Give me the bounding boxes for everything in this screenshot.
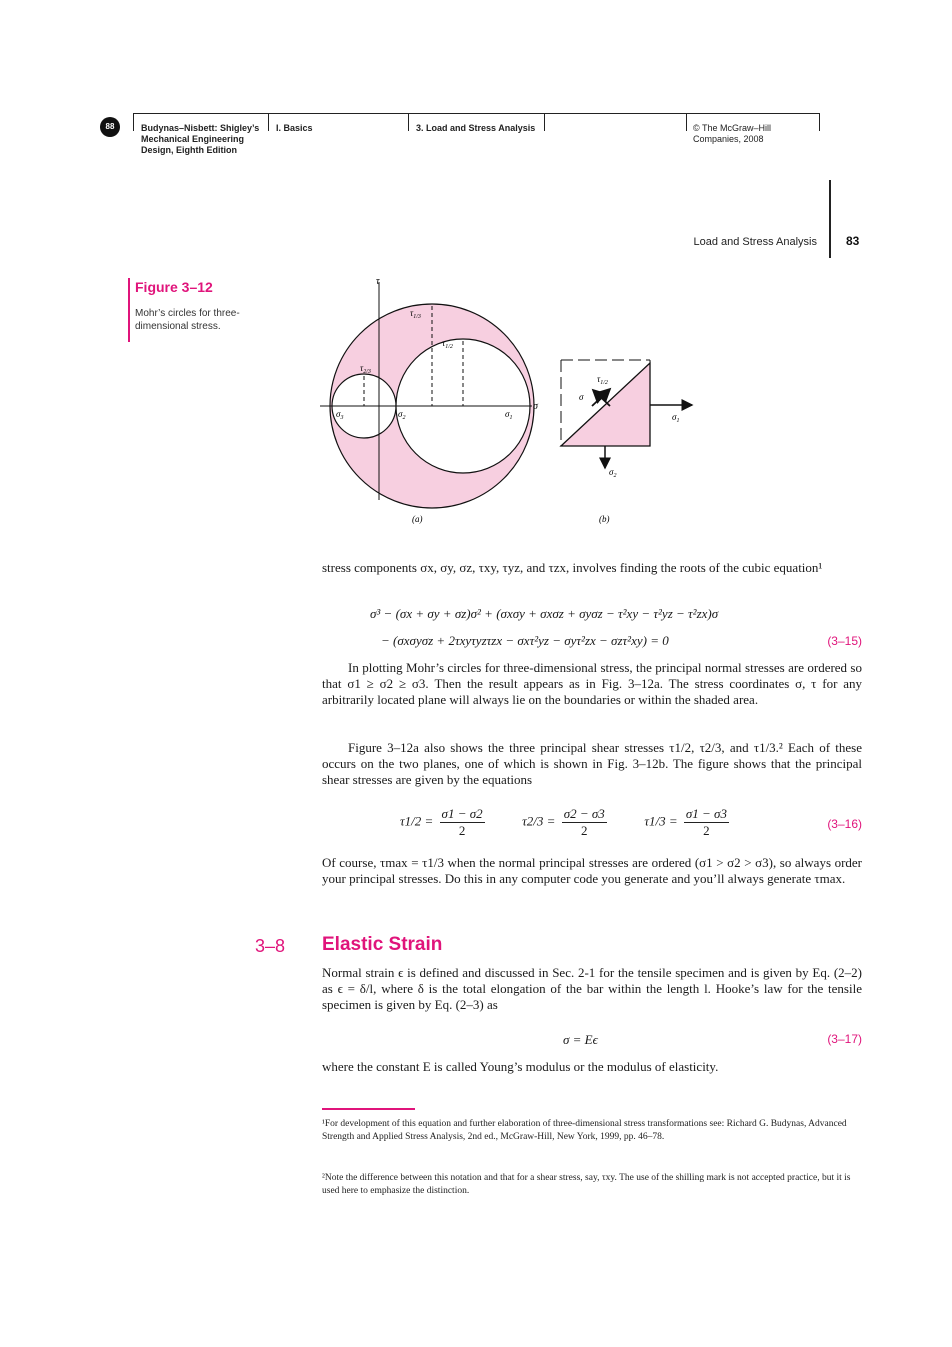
equation-number-3-16: (3–16) bbox=[827, 817, 862, 831]
eq16-t23-den: 2 bbox=[581, 823, 588, 838]
eq16-t13-den: 2 bbox=[703, 823, 710, 838]
wedge-element bbox=[561, 363, 650, 446]
equation-3-17: σ = Eϵ bbox=[563, 1032, 598, 1047]
b-sigma-label: σ bbox=[579, 392, 584, 402]
eq16-t12-den: 2 bbox=[458, 823, 466, 838]
part-a-label: (a) bbox=[412, 514, 423, 524]
header-rule bbox=[829, 180, 831, 258]
running-head: Load and Stress Analysis bbox=[693, 236, 817, 248]
equation-number-3-15: (3–15) bbox=[827, 634, 862, 648]
b-sigma1-label: $\sigma_1$ bbox=[672, 412, 680, 424]
equation-3-15-line2: − (σxσyσz + 2τxyτyzτzx − σxτ²yz − σyτ²zx − σzτ²xy) = 0 bbox=[381, 633, 669, 648]
paragraph-1: stress components σx, σy, σz, τxy, τyz, and τzx, involves finding the roots of the cubic equation¹ bbox=[322, 560, 823, 575]
sigma1-label: $\sigma_1$ bbox=[505, 409, 513, 421]
tau23-label: $\tau_{2/3}$ bbox=[360, 363, 371, 375]
footnote-2: ²Note the difference between this notation and that for a shear stress, say, τxy. The use of the shilling mark is not accepted practice, but it is used here to emphasize the distinction. bbox=[322, 1173, 851, 1196]
figure-title: Figure 3–12 bbox=[135, 279, 213, 295]
paragraph-4: Of course, τmax = τ1/3 when the normal principal stresses are ordered (σ1 > σ2 > σ3), so always order your principal stresses. Do this in any computer code you generate and you’ll always generate τmax. bbox=[322, 855, 862, 886]
figure-a bbox=[320, 276, 539, 524]
mohr-figure bbox=[300, 270, 700, 530]
eq16-t23-lhs: τ2/3 = bbox=[522, 813, 556, 829]
figure-b bbox=[561, 360, 692, 524]
section-number: 3–8 bbox=[255, 936, 286, 956]
tau13-label: $\tau_{1/3}$ bbox=[410, 308, 421, 320]
equation-number-3-17: (3–17) bbox=[827, 1032, 862, 1046]
page-badge: 88 bbox=[100, 117, 120, 137]
b-sigma2-label: $\sigma_2$ bbox=[609, 467, 617, 479]
part-b-label: (b) bbox=[599, 514, 610, 524]
part-label: I. Basics bbox=[276, 123, 313, 133]
paragraph-6: where the constant E is called Young’s modulus or the modulus of elasticity. bbox=[322, 1059, 719, 1074]
figure-caption: Mohr’s circles for three-dimensional stress. bbox=[135, 308, 240, 332]
chapter-label: 3. Load and Stress Analysis bbox=[416, 123, 536, 133]
footnote-rule bbox=[322, 1108, 415, 1110]
sigma-axis-label: σ bbox=[533, 401, 538, 412]
equation-3-16 bbox=[400, 806, 732, 839]
footnote-1: ¹For development of this equation and further elaboration of three-dimensional stress transformations see: Richard G. Budynas, Advanced Strength and Applied Stress Analysis, 2nd ed., McGraw-Hill, New York, 1999, pp. 46–78. bbox=[322, 1119, 847, 1142]
eq16-t23-num: σ2 − σ3 bbox=[563, 806, 605, 821]
b-tau12-label: $\tau_{1/2}$ bbox=[597, 374, 608, 386]
figure-caption-bar bbox=[128, 278, 130, 342]
page-number: 83 bbox=[846, 234, 860, 248]
eq16-t13-lhs: τ1/3 = bbox=[644, 813, 678, 829]
eq16-t12-lhs: τ1/2 = bbox=[400, 813, 434, 829]
paragraph-3: Figure 3–12a also shows the three principal shear stresses τ1/2, τ2/3, and τ1/3.² Each of these occurs on the two planes, one of which is shown in Fig. 3–12b. The figure shows that the principal shear stresses are given by the equations bbox=[322, 740, 862, 787]
sigma3-label: $\sigma_3$ bbox=[336, 409, 344, 421]
paragraph-2: In plotting Mohr’s circles for three-dimensional stress, the principal normal stresses are ordered so that σ1 ≥ σ2 ≥ σ3. Then the result appears as in Fig. 3–12a. The stress coordinates σ, τ for any arbitrarily located plane will always lie on the boundaries or within the shaded area. bbox=[322, 660, 862, 707]
section-title: Elastic Strain bbox=[322, 934, 443, 955]
eq16-t12-num: σ1 − σ2 bbox=[441, 806, 483, 821]
tau12-label: $\tau_{1/2}$ bbox=[442, 338, 453, 350]
eq16-t13-num: σ1 − σ3 bbox=[685, 806, 727, 821]
copyright: © The McGraw–Hill Companies, 2008 bbox=[693, 123, 771, 144]
book-title: Budynas–Nisbett: Shigley’s Mechanical Engineering Design, Eighth Edition bbox=[141, 123, 260, 155]
tau-axis-label: τ bbox=[376, 276, 380, 287]
paragraph-5: Normal strain ϵ is defined and discussed in Sec. 2-1 for the tensile specimen and is given by Eq. (2–2) as ϵ = δ/l, where δ is the total elongation of the bar within the length l. Hooke’s law for the tensile specimen is given by Eq. (2–3) as bbox=[322, 965, 862, 1012]
equation-3-15-line1: σ³ − (σx + σy + σz)σ² + (σxσy + σxσz + σyσz − τ²xy − τ²yz − τ²zx)σ bbox=[370, 606, 719, 621]
sigma2-label: $\sigma_2$ bbox=[398, 409, 406, 421]
